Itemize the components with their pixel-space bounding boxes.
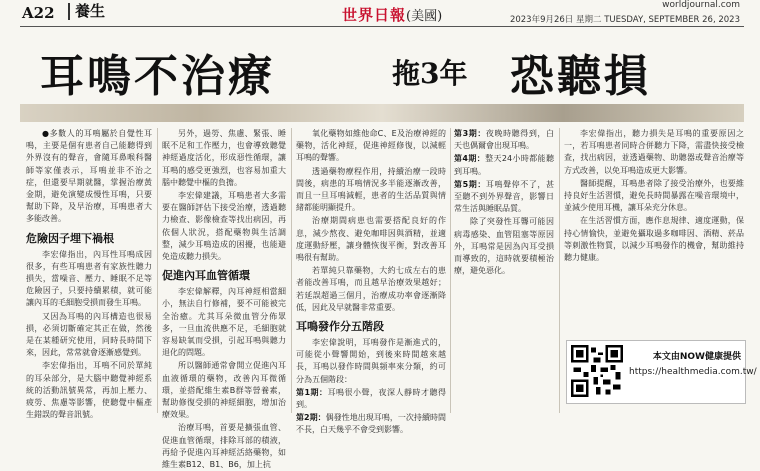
page-header: [0, 0, 760, 26]
intro-text: 多數人的耳鳴屬於自覺性耳鳴，主要是個有患者自己能聽得到外界沒有的聲音，會隨耳鼻喉科醫師等家僅表示，耳鳴並非不治之症，但還要早期就醫，掌握治療黃金期，避免演變成慢性耳鳴，只要幫助下降，及早治療，耳鳴患者大多能改善。: [26, 129, 153, 224]
headline-connector: 拖3年: [392, 57, 468, 90]
stage-label: 第5期：: [454, 179, 486, 189]
stage-text: 整天24小時都能聽到耳鳴。: [454, 154, 554, 176]
site-url: worldjournal.com: [662, 0, 740, 10]
paragraph: 又因為耳鳴的內耳構造也很易損，必須切斷確定其正在做，然後是在某種研究使用，同時長時間下來，因此，常常就會逐漸感覺到。: [26, 311, 152, 358]
stage-label: 第2期：: [296, 413, 326, 423]
paragraph: 另外，過勞、焦慮、緊張、睡眠不足和工作壓力，也會導致聽覺神經過度活化，形成惡性循環，讓耳鳴的感受更強烈，也容易加重大腦中聽覺中樞的負擔。: [162, 129, 286, 187]
paragraph: 李宏偉建議，耳鳴患者大多需要在醫師評估下接受治療，透過聽力檢查、影像檢查等找出病因，再依個人狀況，搭配藥物與生活調整，減少耳鳴造成的困擾，也能避免造成聽力損失。: [162, 191, 286, 262]
newspaper-logo: [342, 4, 442, 25]
stage-label: 第3期：: [454, 129, 486, 138]
stage-3: [454, 128, 554, 152]
stage-text: 夜晚時聽得到，白天也偶爾會出現耳鳴。: [454, 129, 554, 151]
column-divider: [450, 128, 451, 413]
paragraph: 除了突發性耳聾可能因病毒感染、血管阻塞等原因外，耳鳴常是因為內耳受損而導致的，這時就要積極治療，避免惡化。: [454, 217, 554, 276]
paragraph: 李宏偉說明，耳鳴發作是漸進式的，可能從小聲響開始，到後來時間越來越長，耳鳴以發作時間與頻率來分類，約可分為五個階段：: [296, 338, 446, 384]
paragraph: 李宏偉指出，聽力損失是耳鳴的重要原因之一，若耳鳴患者同時合併聽力下降，需盡快接受檢查，找出病因，並透過藥物、助聽器或聲音治療等方式改善，以免耳鳴造成更大影響。: [564, 129, 744, 175]
article-column-3: [296, 128, 447, 435]
subhead-circulation: 促進內耳血管循環: [162, 269, 250, 283]
article-column-1: [26, 128, 153, 420]
header-divider: [20, 26, 744, 27]
stage-4: [454, 153, 554, 177]
promo-url[interactable]: https://healthmedia.com.tw/: [629, 367, 757, 377]
column-divider: [157, 128, 158, 413]
section-name: 養生: [68, 3, 105, 20]
header-photo-strip: [20, 104, 744, 122]
paragraph: 李宏偉指出，耳鳴不同於單純的耳朵部分，是大腦中聽覺神經系統的活動訊號異常，再加上壓力、疲勞、焦慮等影響，使聽覺中樞產生錯誤的聲音訊號。: [26, 361, 152, 420]
paragraph: 氧化藥物如維他命C、E及治療神經的藥物，活化神經，促進神經修復，以減輕耳鳴的聲響。: [296, 129, 446, 163]
promo-title: 本文由NOW健康提供: [652, 352, 741, 362]
stage-label: 第4期：: [454, 154, 486, 164]
issue-date: 2023年9月26日 星期二 TUESDAY, SEPTEMBER 26, 2023: [509, 15, 740, 25]
article-column-2: [162, 128, 286, 470]
paragraph: 所以醫師通常會開立促進內耳血液循環的藥物，改善內耳微循環，並搭配維生素B群等營養素，幫助修復受損的神經細胞，增加治療效果。: [162, 361, 286, 420]
subhead-stages: 耳鳴發作分五階段: [296, 320, 384, 334]
intro-paragraph: [26, 128, 152, 226]
qr-code-icon[interactable]: [571, 345, 623, 397]
column-divider: [559, 128, 560, 413]
paragraph: 在生活習慣方面，應作息規律、適度運動，保持心情愉快，並避免攝取過多咖啡因、酒精、菸品等刺激性物質，以減少耳鳴發作的機會，幫助維持聽力健康。: [564, 216, 744, 263]
stage-text: 耳鳴很小聲，夜深人靜時才聽得到。: [296, 387, 447, 410]
bullet-icon: ●: [42, 129, 50, 138]
brand-sub: (美國): [406, 9, 443, 24]
stage-text: 耳鳴聲停不了，甚至聽不到外界聲音，影響日常生活與睡眠品質。: [454, 179, 554, 214]
paragraph: 李宏偉解釋，內耳神經相當細小，無法自行修補，要不可能被完全治癒。尤其耳朵微血管分佈眾多，一旦血流供應不足，毛細胞就容易缺氧而受損，引起耳鳴與聽力退化的問題。: [162, 287, 286, 358]
paragraph: 透過藥物療程作用，持續治療一段時間後，病患的耳鳴情況多半能逐漸改善，而且一旦耳鳴減輕，患者的生活品質與情緒都能明顯提升。: [296, 166, 446, 213]
paragraph: 治療耳鳴，首要是擴張血管、促進血管循環，排除耳部的積液，再給予促進內耳神經活絡藥物，如維生素B12、B1、B6，加上抗: [162, 423, 286, 470]
subhead-risk-factors: 危險因子埋下禍根: [26, 231, 114, 245]
paragraph: 李宏偉指出，內耳性耳鳴成因很多，有些耳鳴患者有家族性聽力損失，當噪音、壓力、睡眠不足等危險因子，只要持續累積，就可能讓內耳的毛細胞受損而發生耳鳴。: [26, 249, 152, 308]
paragraph: 治療期間病患也需要搭配良好的作息，減少熬夜、避免咖啡因與酒精，並適度運動紓壓，讓身體恢復平衡，對改善耳鳴很有幫助。: [296, 216, 446, 263]
stage-text: 偶發性地出現耳鳴，一次持續時間不長，白天幾乎不會受到影響。: [296, 413, 446, 435]
brand-name: 世界日報: [342, 6, 407, 24]
headline-main: 耳鳴不治療: [40, 51, 275, 102]
stage-5: [454, 179, 554, 216]
article-column-4: [454, 128, 554, 413]
paragraph: 若單純只靠藥物，大約七成左右的患者能改善耳鳴，而且越早治療效果越好；若延誤超過三個月，治療成功率會逐漸降低，因此及早就醫非常重要。: [296, 266, 446, 312]
source-promo-box: [566, 340, 757, 404]
stage-1: [296, 387, 446, 411]
column-divider: [291, 128, 292, 413]
stage-2: [296, 412, 446, 436]
headline-emphasis: 恐聽損: [510, 51, 651, 102]
stage-label: 第1期：: [296, 387, 328, 397]
paragraph: 醫師提醒，耳鳴患者除了接受治療外，也要維持良好生活習慣，避免長時間暴露在噪音環境中，並減少使用耳機，讓耳朵充分休息。: [564, 178, 744, 213]
page-number: A22: [22, 4, 55, 22]
